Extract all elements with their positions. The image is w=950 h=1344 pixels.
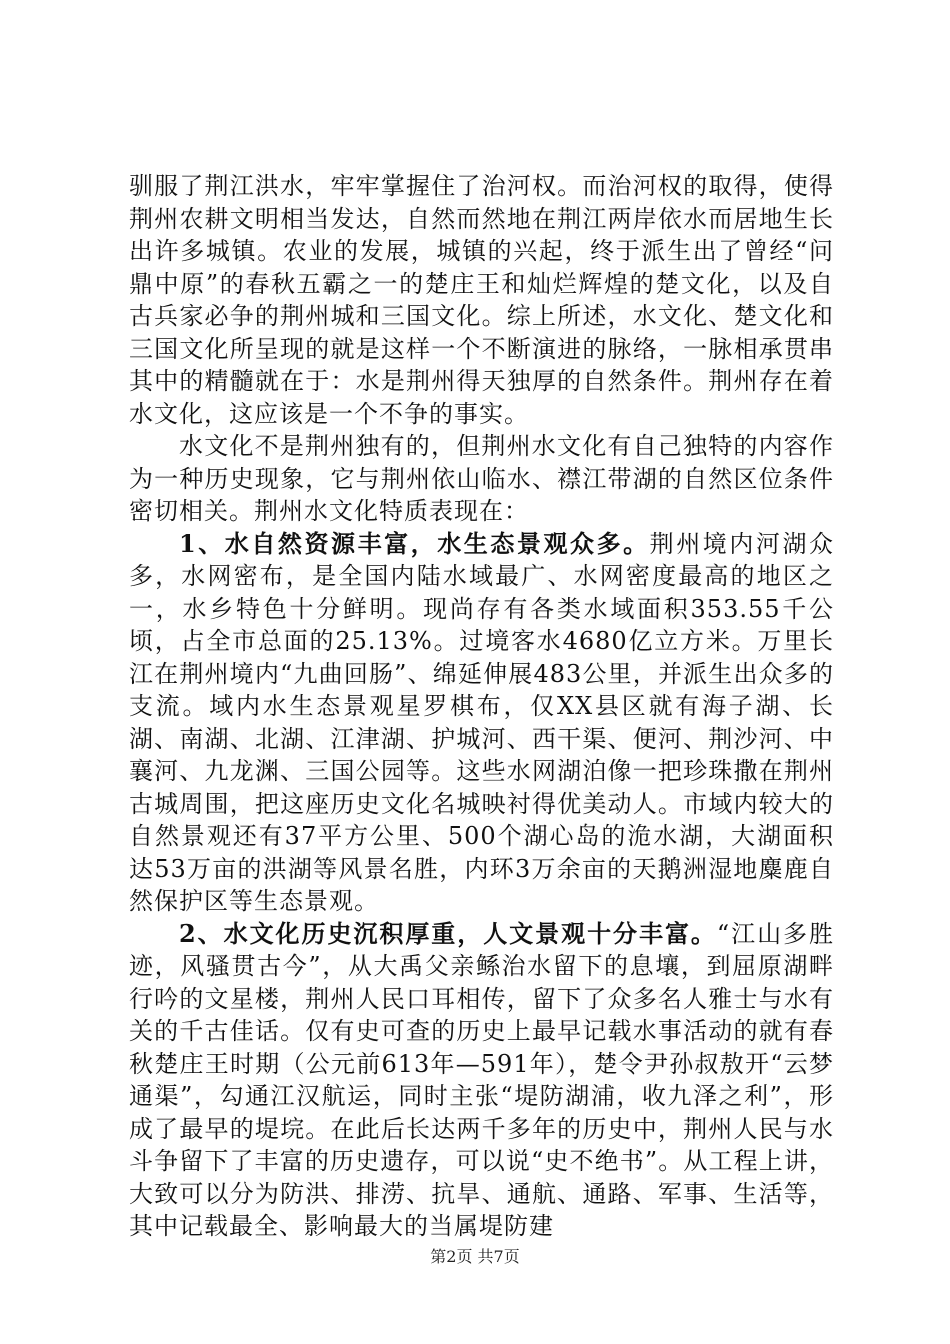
paragraph-1-text: 驯服了荆江洪水，牢牢掌握住了治河权。而治河权的取得，使得荆州农耕文明相当发达，自然而然地在荆江两岸依水而居地生长出许多城镇。农业的发展，城镇的兴起，终于派生出了曾经“问鼎中原”的春秋五霸之一的楚庄王和灿烂辉煌的楚文化，以及自古兵家必争的荆州城和三国文化。综上所述，水文化、楚文化和三国文化所呈现的就是这样一个不断演进的脉络，一脉相承贯串其中的精髓就在于：水是荆州得天独厚的自然条件。荆州存在着水文化，这应该是一个不争的事实。 [129,172,834,428]
paragraph-4-text: “江山多胜迹，风骚贯古今”，从大禹父亲鲧治水留下的息壤，到屈原湖畔行吟的文星楼，荆州人民口耳相传，留下了众多名人雅士与水有关的千古佳话。仅有史可查的历史上最早记载水事活动的就有春秋楚庄王时期（公元前613年—591年），楚令尹孙叔敖开“云梦通渠”，勾通江汉航运，同时主张“堤防湖浦，收九泽之利”，形成了最早的堤垸。在此后长达两千多年的历史中，荆州人民与水斗争留下了丰富的历史遗存，可以说“史不绝书”。从工程上讲，大致可以分为防洪、排涝、抗旱、通航、通路、军事、生活等，其中记载最全、影响最大的当属堤防建 [129,919,834,1240]
page-number-footer: 第2页 共7页 [430,1247,520,1266]
paragraph-1 [129,170,834,430]
paragraph-3-text: 荆州境内河湖众多，水网密布，是全国内陆水域最广、水网密度最高的地区之一，水乡特色十分鲜明。现尚存有各类水域面积353.55千公顷，占全市总面的25.13%。过境客水4680亿立方米。万里长江在荆州境内“九曲回肠”、绵延伸展483公里，并派生出众多的支流。域内水生态景观星罗棋布，仅XX县区就有海子湖、长湖、南湖、北湖、江津湖、护城河、西干渠、便河、荆沙河、中襄河、九龙渊、三国公园等。这些水网湖泊像一把珍珠撒在荆州古城周围，把这座历史文化名城映衬得优美动人。市域内较大的自然景观还有37平方公里、500个湖心岛的洈水湖，大湖面积达53万亩的洪湖等风景名胜，内环3万余亩的天鹅洲湿地麋鹿自然保护区等生态景观。 [129,529,834,915]
paragraph-2-text: 水文化不是荆州独有的，但荆州水文化有自己独特的内容作为一种历史现象，它与荆州依山临水、襟江带湖的自然区位条件密切相关。荆州水文化特质表现在： [129,432,834,525]
paragraph-2 [129,430,834,528]
paragraph-4 [129,918,834,1243]
paragraph-3 [129,528,834,918]
paragraph-4-heading: 2、水文化历史沉积厚重，人文景观十分丰富。 [179,918,717,948]
paragraph-3-heading: 1、水自然资源丰富，水生态景观众多。 [179,528,650,558]
body-text [129,170,834,1243]
